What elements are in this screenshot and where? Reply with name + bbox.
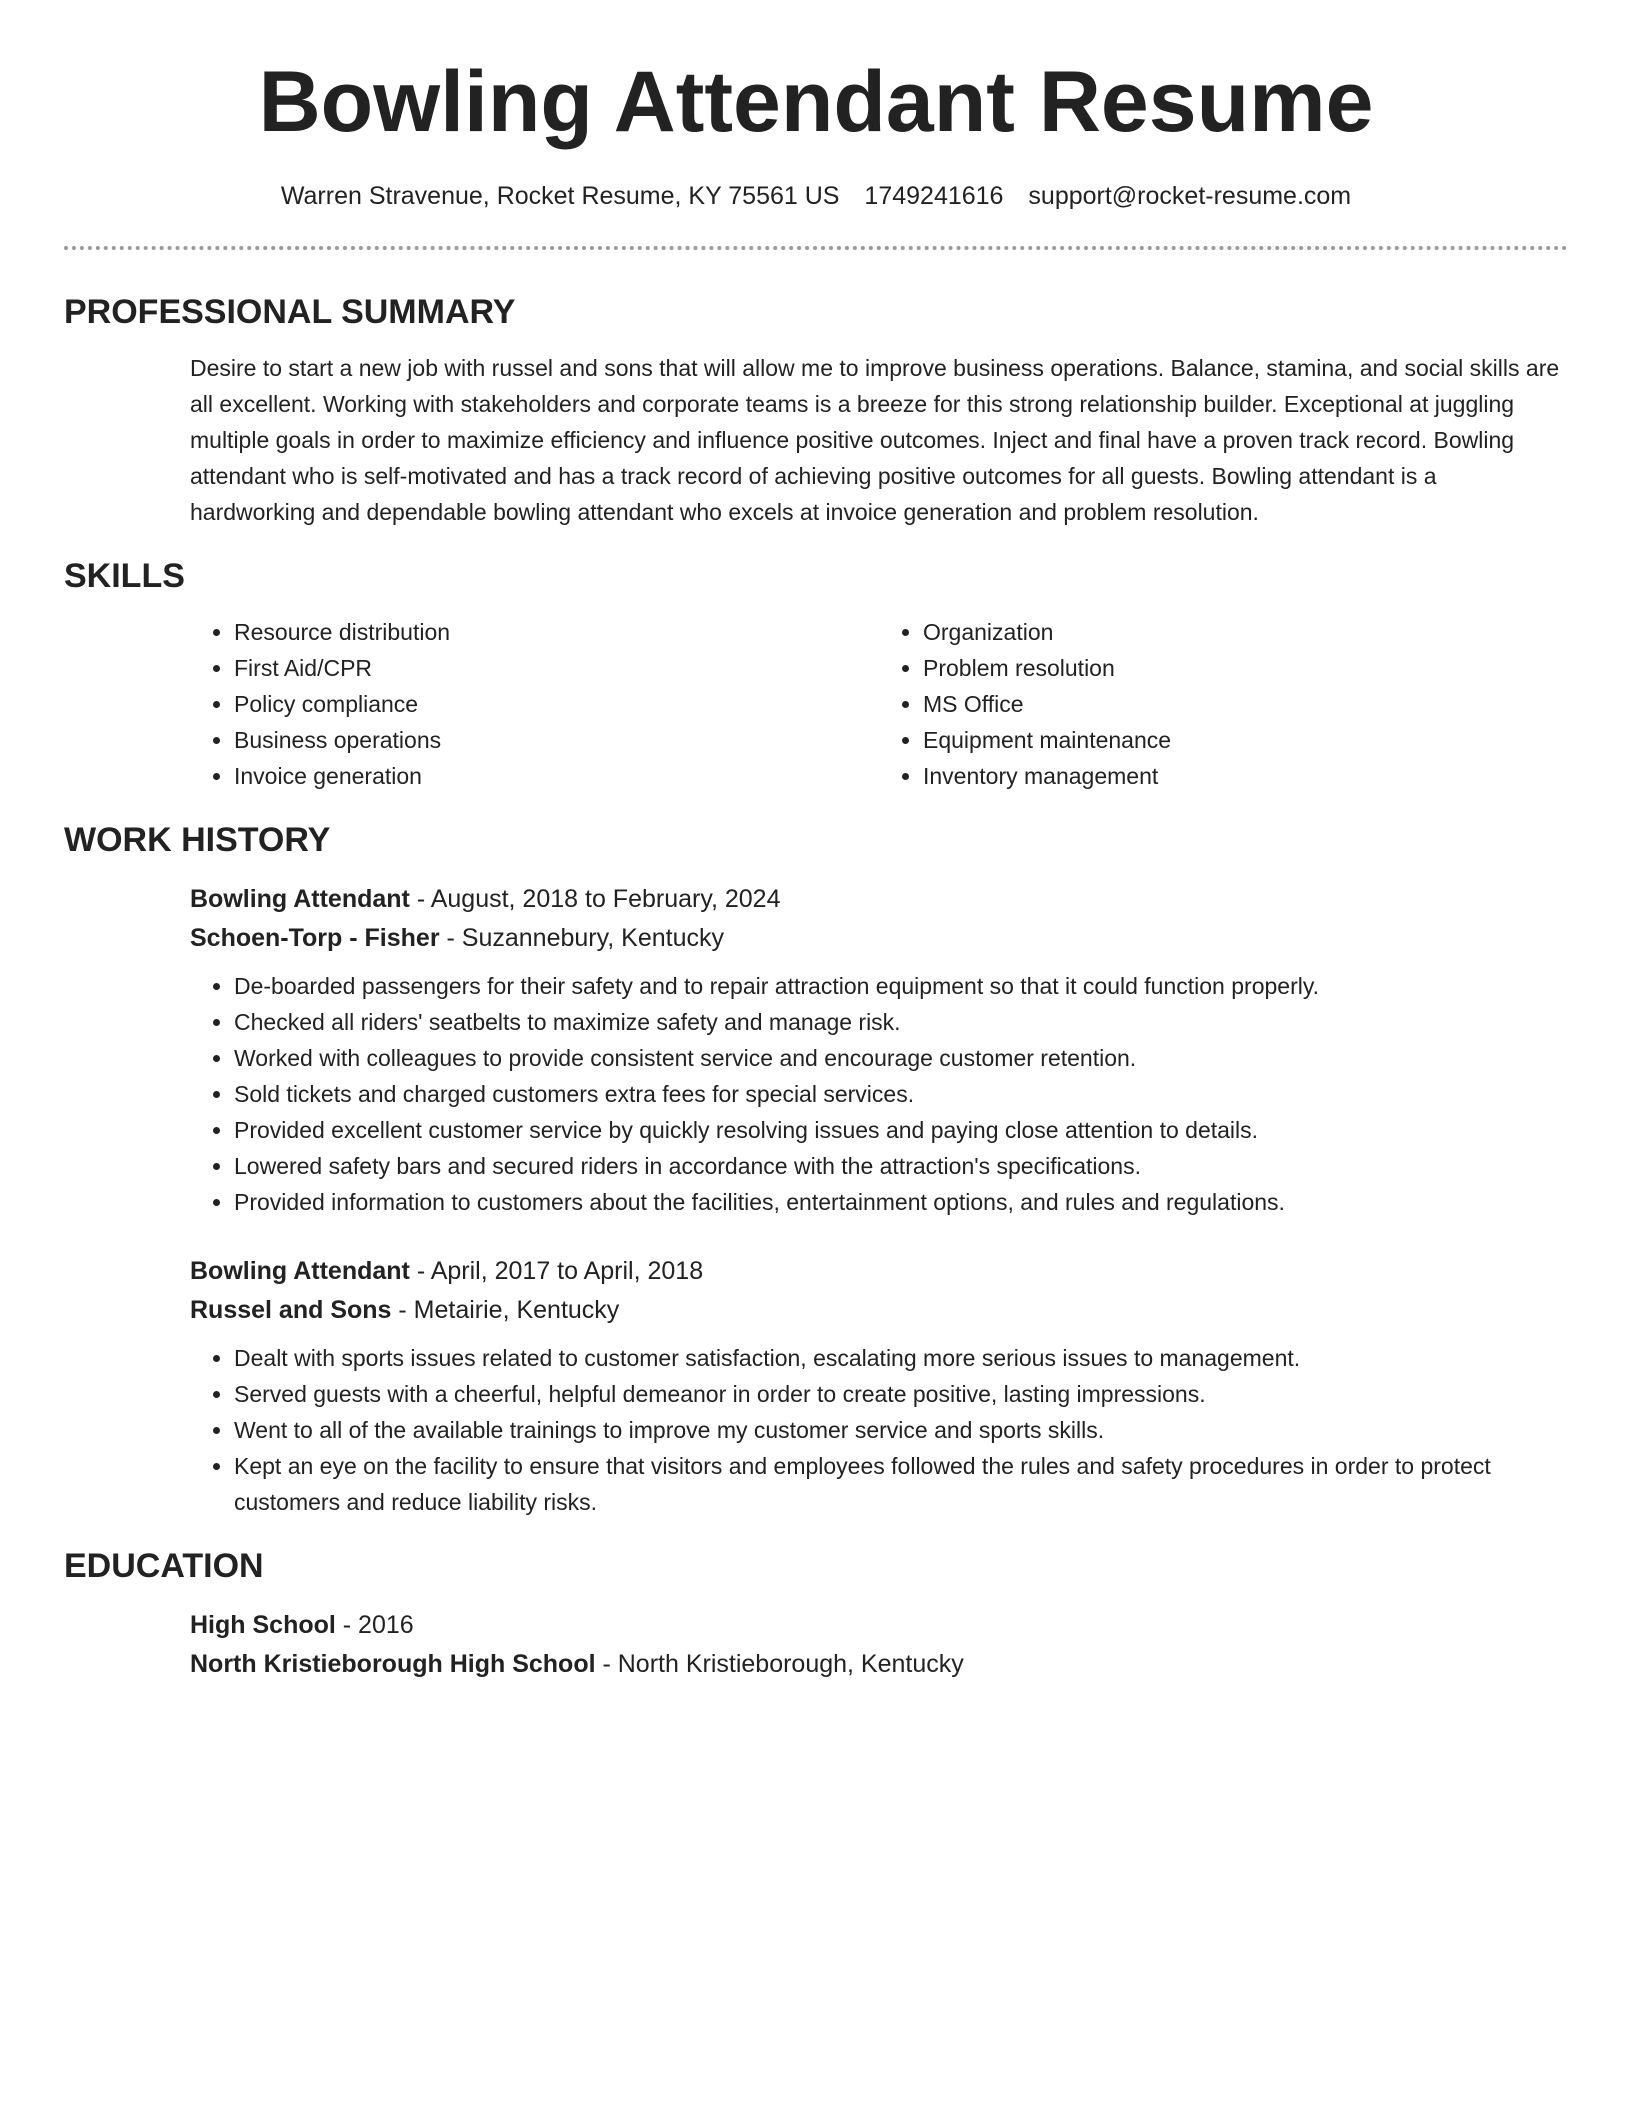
resume-title: Bowling Attendant Resume <box>258 54 1374 150</box>
job-company: Schoen-Torp - Fisher <box>190 924 440 952</box>
job-title-line <box>190 1252 1568 1291</box>
job-bullet: • Kept an eye on the facility to ensure that visitors and employees followed the rules and safety procedures in order to protect customers and reduce liability risks. <box>234 1448 1568 1520</box>
education-year: - 2016 <box>335 1611 414 1639</box>
skills-section <box>64 556 1568 794</box>
skill-item: • MS Office <box>923 686 1568 722</box>
skill-item: • First Aid/CPR <box>234 650 879 686</box>
contact-address: Warren Stravenue, Rocket Resume, KY 75561 US <box>280 182 840 210</box>
job-bullet: • Provided excellent customer service by quickly resolving issues and paying close attention to details. <box>234 1112 1568 1148</box>
job-bullet: • Worked with colleagues to provide consistent service and encourage customer retention. <box>234 1040 1568 1076</box>
header-divider <box>64 246 1568 250</box>
job-company-line <box>190 919 1568 958</box>
job-bullet: • Served guests with a cheerful, helpful demeanor in order to create positive, lasting impressions. <box>234 1376 1568 1412</box>
skills-heading: SKILLS <box>64 557 185 595</box>
summary-heading: PROFESSIONAL SUMMARY <box>64 293 516 331</box>
job-bullet: • Went to all of the available trainings to improve my customer service and sports skills. <box>234 1412 1568 1448</box>
education-section <box>64 1546 1568 1684</box>
skills-list-left <box>190 614 879 794</box>
contact-phone: 1749241616 <box>864 182 1004 210</box>
work-history-section <box>64 820 1568 1520</box>
job-entry <box>64 880 1568 958</box>
skill-item: • Business operations <box>234 722 879 758</box>
education-heading: EDUCATION <box>64 1547 264 1585</box>
skill-item: • Problem resolution <box>923 650 1568 686</box>
job-bullet: • Dealt with sports issues related to customer satisfaction, escalating more serious issues to management. <box>234 1340 1568 1376</box>
job-location: - Suzannebury, Kentucky <box>439 924 724 952</box>
job-company-line <box>190 1291 1568 1330</box>
education-degree-line <box>190 1606 1568 1645</box>
job-entry <box>64 1252 1568 1330</box>
education-school-line <box>190 1645 1568 1684</box>
education-school: North Kristieborough High School <box>190 1650 596 1678</box>
job-bullet-list <box>190 1340 1568 1520</box>
job-title: Bowling Attendant <box>190 1257 410 1285</box>
job-bullet-list <box>190 968 1568 1220</box>
skills-grid <box>64 614 1568 794</box>
contact-line <box>64 180 1568 212</box>
job-dates: - April, 2017 to April, 2018 <box>409 1257 704 1285</box>
education-location: - North Kristieborough, Kentucky <box>595 1650 964 1678</box>
job-bullet: • De-boarded passengers for their safety and to repair attraction equipment so that it could function properly. <box>234 968 1568 1004</box>
skill-item: • Equipment maintenance <box>923 722 1568 758</box>
work-history-heading: WORK HISTORY <box>64 821 331 859</box>
job-bullet: • Lowered safety bars and secured riders in accordance with the attraction's specifications. <box>234 1148 1568 1184</box>
skills-list-right <box>879 614 1568 794</box>
job-bullet: • Sold tickets and charged customers extra fees for special services. <box>234 1076 1568 1112</box>
skill-item: • Invoice generation <box>234 758 879 794</box>
skill-item: • Inventory management <box>923 758 1568 794</box>
job-title: Bowling Attendant <box>190 885 410 913</box>
skill-item: • Organization <box>923 614 1568 650</box>
job-location: - Metairie, Kentucky <box>391 1296 620 1324</box>
job-title-line <box>190 880 1568 919</box>
skill-item: • Policy compliance <box>234 686 879 722</box>
job-bullet: • Checked all riders' seatbelts to maximize safety and manage risk. <box>234 1004 1568 1040</box>
contact-email: support@rocket-resume.com <box>1028 182 1352 210</box>
job-dates: - August, 2018 to February, 2024 <box>409 885 781 913</box>
summary-text: Desire to start a new job with russel and sons that will allow me to improve business operations. Balance, stamina, and social skills are all excellent. Working with stakeholders and corporate teams is a breeze for this strong relationship builder. Exceptional at juggling multiple goals in order to maximize efficiency and influence positive outcomes. Inject and final have a proven track record. Bowling attendant who is self-motivated and has a track record of achieving positive outcomes for all guests. Bowling attendant is a hardworking and dependable bowling attendant who excels at invoice generation and problem resolution. <box>190 355 1560 525</box>
summary-section <box>64 292 1568 530</box>
job-company: Russel and Sons <box>190 1296 392 1324</box>
education-degree: High School <box>190 1611 336 1639</box>
job-bullet: • Provided information to customers about the facilities, entertainment options, and rules and regulations. <box>234 1184 1568 1220</box>
education-entry <box>64 1606 1568 1684</box>
skill-item: • Resource distribution <box>234 614 879 650</box>
